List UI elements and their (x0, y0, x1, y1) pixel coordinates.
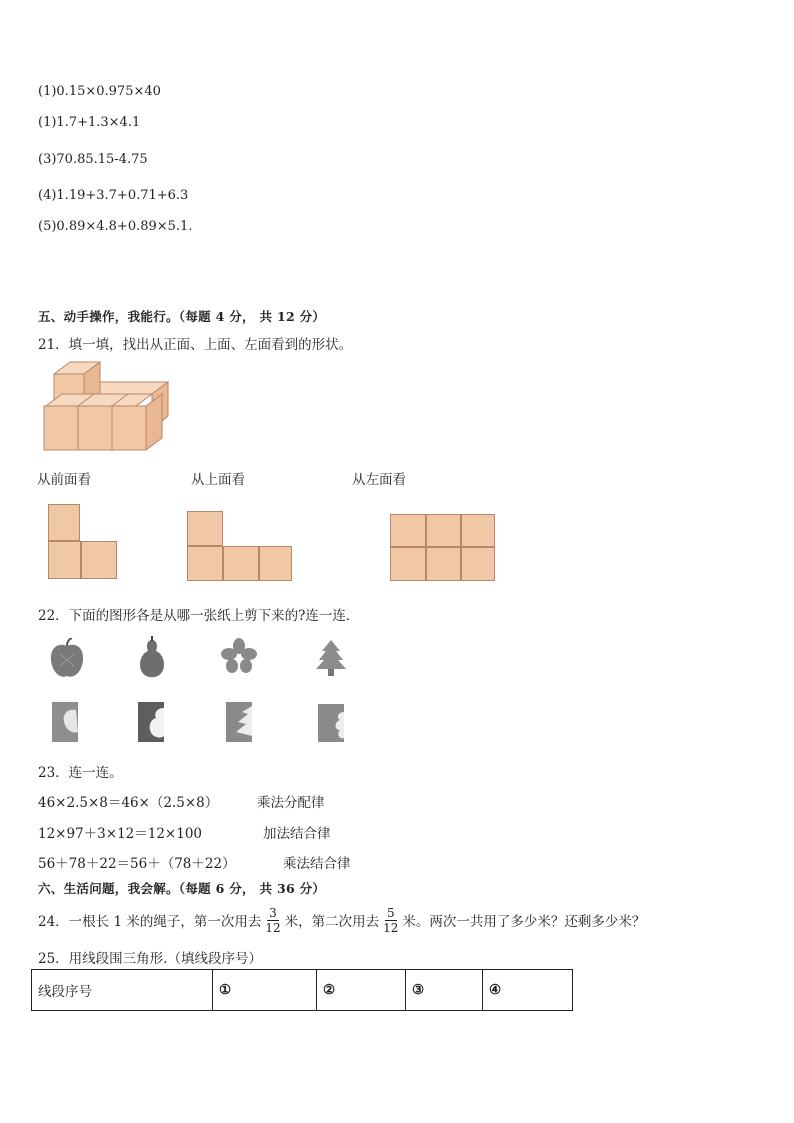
question-23: 23．连一连。 (38, 765, 123, 781)
fraction-3-12 (263, 906, 282, 935)
table-cell-3[interactable]: ③ (406, 970, 483, 1011)
question-22: 22．下面的图形各是从哪一张纸上剪下来的?连一连． (38, 608, 360, 624)
top-view-square (223, 546, 259, 581)
table-cell-1[interactable]: ① (213, 970, 317, 1011)
calc-line-5: (5)0.89×4.8+0.89×5.1. (38, 219, 193, 234)
calc-line-3: (3)70.85.15-4.75 (38, 152, 148, 167)
top-view-square (187, 546, 223, 581)
cube-front-2 (78, 406, 112, 450)
cube-top-front-row (46, 394, 152, 406)
front-view-square (48, 504, 80, 541)
segment-table (31, 969, 573, 1011)
paper-flower-hole-icon (316, 702, 346, 744)
fraction-denominator: 12 (265, 920, 281, 935)
match-left-2: 12×97＋3×12＝12×100 (38, 826, 203, 842)
match-right-3: 乘法结合律 (283, 856, 351, 872)
tree-cutout-icon (316, 640, 346, 676)
match-right-2: 加法结合律 (263, 826, 331, 842)
question-24-part-c: 米。两次一共用了多少米？还剩多少米？ (402, 914, 646, 930)
front-view-square (48, 541, 81, 579)
cube-stack-figure (40, 360, 175, 455)
top-view-square (187, 511, 223, 546)
paper-tree-hole-icon (224, 700, 254, 744)
section-6-title: 六、生活问题，我会解。（每题 6 分， 共 36 分） (38, 881, 326, 896)
flower-cutout-icon (221, 638, 257, 674)
cube-front-3 (112, 406, 146, 450)
question-21: 21．填一填，找出从正面、上面、左面看到的形状。 (38, 337, 353, 353)
paper-apple-hole-icon (50, 700, 80, 744)
calc-line-1: (1)0.15×0.975×40 (38, 84, 161, 99)
cube-side-front (146, 394, 162, 450)
question-24-part-b: 米，第二次用去 (284, 914, 380, 930)
cube-front-1 (44, 406, 78, 450)
table-cell-2[interactable]: ② (317, 970, 406, 1011)
gourd-cutout-icon (136, 636, 168, 680)
paper-gourd-hole-icon (136, 700, 166, 744)
left-view-square (390, 547, 426, 581)
front-view-square (81, 541, 117, 579)
view-label-top: 从上面看 (191, 472, 245, 488)
view-label-front: 从前面看 (37, 472, 91, 488)
calc-line-2: (1)1.7+1.3×4.1 (38, 115, 141, 130)
match-right-1: 乘法分配律 (257, 795, 325, 811)
match-left-1: 46×2.5×8＝46×（2.5×8） (38, 795, 219, 811)
top-view-square (259, 546, 292, 581)
question-24 (38, 902, 645, 938)
left-view-square (461, 514, 495, 547)
fraction-numerator: 5 (386, 905, 395, 920)
match-left-3: 56＋78＋22＝56＋（78＋22） (38, 856, 236, 872)
question-25: 25．用线段围三角形.（填线段序号） (38, 951, 262, 967)
question-24-part-a: 24．一根长 1 米的绳子，第一次用去 (38, 914, 262, 930)
calc-line-4: (4)1.19+3.7+0.71+6.3 (38, 188, 189, 203)
view-label-left: 从左面看 (352, 472, 406, 488)
left-view-square (426, 514, 461, 547)
fraction-numerator: 3 (269, 905, 277, 920)
table-header-cell: 线段序号 (32, 970, 213, 1011)
table-cell-4[interactable]: ④ (483, 970, 573, 1011)
left-view-square (461, 547, 495, 581)
fraction-5-12 (381, 906, 400, 935)
left-view-square (426, 547, 461, 581)
section-5-title: 五、动手操作，我能行。（每题 4 分， 共 12 分） (38, 309, 326, 324)
apple-cutout-icon (48, 638, 86, 680)
table-row (32, 970, 573, 1011)
left-view-square (390, 514, 426, 547)
fraction-denominator: 12 (383, 920, 399, 935)
